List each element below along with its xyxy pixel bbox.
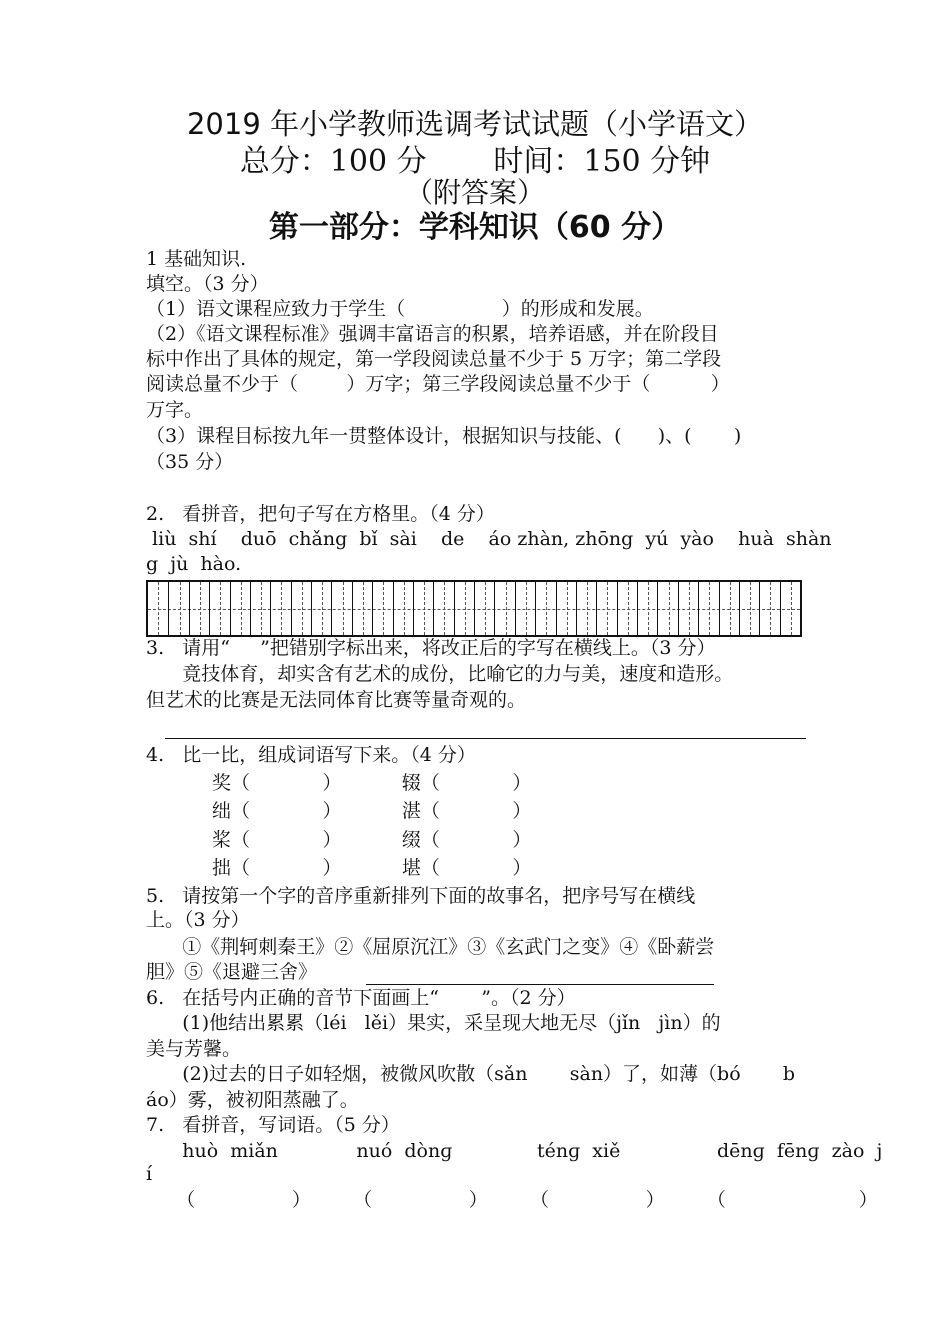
grid-cell[interactable] [372, 582, 392, 635]
q1-line-7: （35 分） [146, 451, 234, 473]
q2-pinyin-line-2: g jù hào. [146, 553, 242, 575]
grid-cell[interactable] [148, 582, 168, 635]
grid-cell-midline [587, 582, 588, 635]
grid-cell-midline [383, 582, 384, 635]
grid-cell-midline [180, 582, 181, 635]
grid-cell-midline [730, 582, 731, 635]
grid-cell-midline [791, 582, 792, 635]
q5-line-2: ①《荆轲刺秦王》②《屈原沉江》③《玄武门之变》④《卧薪尝 [146, 936, 715, 958]
grid-cell[interactable] [209, 582, 229, 635]
grid-cell[interactable] [535, 582, 555, 635]
grid-cell[interactable] [494, 582, 514, 635]
grid-cell-midline [200, 582, 201, 635]
grid-cell[interactable] [739, 582, 759, 635]
grid-cell-midline [424, 582, 425, 635]
grid-cell[interactable] [168, 582, 188, 635]
q6-line-3: (2)过去的日子如轻烟，被微风吹散（sǎn sàn）了，如薄（bó b [146, 1063, 796, 1085]
q7-pinyin-line-2: í [146, 1163, 153, 1185]
grid-cell[interactable] [454, 582, 474, 635]
grid-cell[interactable] [596, 582, 616, 635]
grid-cell-midline [546, 582, 547, 635]
grid-cell-midline [281, 582, 282, 635]
grid-cell-midline [567, 582, 568, 635]
q2-heading: 2. 看拼音，把句子写在方格里。（4 分） [146, 503, 495, 525]
q1-line-5: 万字。 [146, 399, 204, 421]
q3-heading: 3. 请用“ ”把错别字标出来，将改正后的字写在横线上。（3 分） [146, 637, 716, 659]
grid-cell[interactable] [657, 582, 677, 635]
q2-pinyin-line-1: liù shí duō chǎng bǐ sài de áo zhàn, zhōng yú yào huà shàn [146, 528, 832, 550]
q1-heading: 1 基础知识. [146, 248, 247, 270]
q1-line-4: 阅读总量不少于（ ）万字；第三学段阅读总量不少于（ ） [146, 373, 730, 395]
grid-cell[interactable] [291, 582, 311, 635]
grid-cell-midline [485, 582, 486, 635]
grid-cell[interactable] [698, 582, 718, 635]
grid-cell-midline [241, 582, 242, 635]
grid-cell-midline [343, 582, 344, 635]
part-title: 第一部分：学科知识（60 分） [268, 210, 682, 245]
grid-cell-midline [526, 582, 527, 635]
grid-cell[interactable] [719, 582, 739, 635]
q4-row: 桨（ ） 缀（ ） [212, 829, 532, 851]
grid-cell-midline [444, 582, 445, 635]
writing-grid[interactable] [146, 580, 802, 637]
grid-cell[interactable] [637, 582, 657, 635]
grid-cell[interactable] [189, 582, 209, 635]
grid-cell[interactable] [413, 582, 433, 635]
grid-cell[interactable] [230, 582, 250, 635]
grid-cell-midline [669, 582, 670, 635]
q4-row: 拙（ ） 堪（ ） [212, 857, 532, 879]
q4-row: 绌（ ） 湛（ ） [212, 800, 532, 822]
q5-line-1: 上。（3 分） [146, 909, 250, 931]
grid-cell-midline [607, 582, 608, 635]
grid-cell-midline [302, 582, 303, 635]
grid-cell[interactable] [311, 582, 331, 635]
q1-line-3: 标中作出了具体的规定，第一学段阅读总量不少于 5 万字；第二学段 [146, 348, 722, 370]
grid-cell-midline [750, 582, 751, 635]
grid-cell-midline [261, 582, 262, 635]
q6-line-2: 美与芳馨。 [146, 1038, 242, 1060]
exam-title: 2019 年小学教师选调考试试题（小学语文） [186, 107, 764, 141]
grid-cell[interactable] [331, 582, 351, 635]
grid-cell-midline [770, 582, 771, 635]
q6-line-4: áo）雾，被初阳蒸融了。 [146, 1089, 359, 1111]
grid-cell-midline [158, 582, 159, 635]
q7-heading: 7. 看拼音，写词语。（5 分） [146, 1114, 400, 1136]
q7-pinyin-line-1: huò miǎn nuó dònɡ ténɡ xiě dēnɡ fēnɡ zào j [146, 1140, 883, 1162]
q1-line-1: （1）语文课程应致力于学生（ ）的形成和发展。 [146, 298, 654, 320]
grid-cell-midline [689, 582, 690, 635]
q5-heading: 5. 请按第一个字的音序重新排列下面的故事名，把序号写在横线 [146, 885, 696, 907]
grid-cell-midline [465, 582, 466, 635]
q6-line-1: (1)他结出累累（léi lěi）果实，采呈现大地无尽（jǐn jìn）的 [146, 1012, 721, 1034]
q5-line-3: 胆》⑤《退避三舍》 [146, 961, 318, 983]
grid-cell-midline [322, 582, 323, 635]
grid-cell[interactable] [270, 582, 290, 635]
q6-heading: 6. 在括号内正确的音节下面画上“ ”。（2 分） [146, 987, 576, 1009]
grid-cell[interactable] [433, 582, 453, 635]
q7-answer-blanks[interactable]: （ ） （ ） （ ） （ ） [146, 1189, 878, 1211]
grid-cell-midline [648, 582, 649, 635]
grid-cell-midline [628, 582, 629, 635]
grid-cell[interactable] [617, 582, 637, 635]
q1-line-6: （3）课程目标按九年一贯整体设计，根据知识与技能、( )、( ) [146, 425, 742, 447]
grid-cell[interactable] [515, 582, 535, 635]
q3-line-2: 但艺术的比赛是无法同体育比赛等量奇观的。 [146, 689, 527, 711]
grid-cell[interactable] [556, 582, 576, 635]
grid-cell[interactable] [250, 582, 270, 635]
q1-line-2: （2）《语文课程标准》强调丰富语言的积累，培养语感，并在阶段目 [146, 323, 719, 345]
grid-cell[interactable] [678, 582, 698, 635]
grid-cell[interactable] [780, 582, 800, 635]
q5-answer-line[interactable] [366, 984, 714, 985]
q4-row: 奖（ ） 辍（ ） [212, 772, 532, 794]
grid-cell-midline [404, 582, 405, 635]
q3-answer-line[interactable] [165, 738, 806, 739]
grid-cell-midline [709, 582, 710, 635]
grid-cell-midline [506, 582, 507, 635]
score-time-line: 总分：100 分 时间：150 分钟 [239, 144, 711, 179]
grid-cell[interactable] [393, 582, 413, 635]
grid-cell[interactable] [474, 582, 494, 635]
q1-subheading: 填空。（3 分） [146, 273, 269, 295]
grid-cell[interactable] [352, 582, 372, 635]
grid-cell-midline [363, 582, 364, 635]
q4-heading: 4. 比一比，组成词语写下来。（4 分） [146, 744, 476, 766]
grid-cell[interactable] [576, 582, 596, 635]
q3-line-1: 竟技体育，却实含有艺术的成份，比喻它的力与美，速度和造形。 [146, 663, 734, 685]
answer-note: （附答案） [404, 176, 545, 209]
grid-cell-midline [220, 582, 221, 635]
grid-cell[interactable] [759, 582, 779, 635]
